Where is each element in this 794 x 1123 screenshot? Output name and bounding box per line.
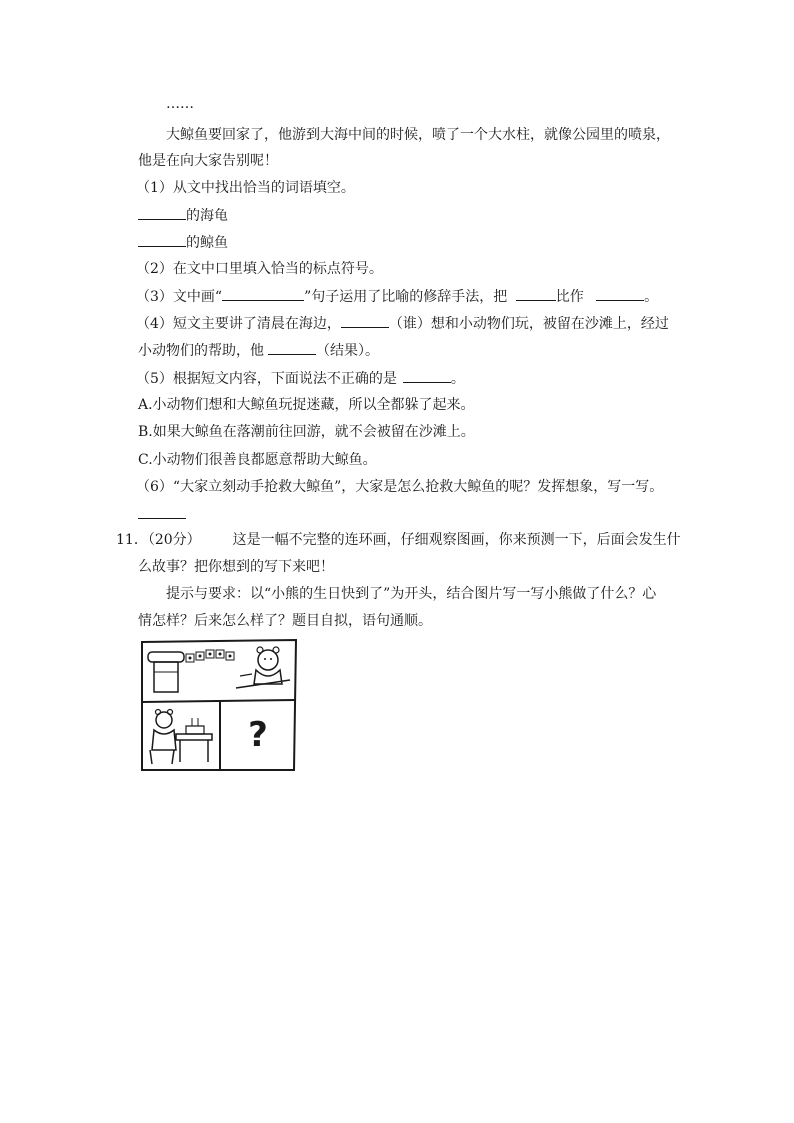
answer-blank[interactable]: [341, 313, 389, 328]
q3-text-2: ”句子运用了比喻的修辞手法，把: [304, 289, 508, 305]
question-1-item-2: [138, 232, 228, 253]
item-suffix: 的鲸鱼: [186, 235, 228, 251]
q5-text-1: （5）根据短文内容，下面说法不正确的是: [136, 371, 397, 387]
question-1-prompt: （1）从文中找出恰当的词语填空。: [136, 180, 355, 196]
item-suffix: 的海龟: [186, 208, 228, 224]
panel-3-question-mark: ?: [248, 715, 268, 755]
question-2-prompt: （2）在文中口里填入恰当的标点符号。: [136, 261, 383, 277]
answer-blank[interactable]: [138, 205, 186, 220]
answer-blank[interactable]: [268, 340, 316, 355]
option-b: B.如果大鲸鱼在落潮前往回游，就不会被留在沙滩上。: [138, 424, 475, 440]
question-11-line1: [116, 530, 681, 550]
q3-text-3: 比作: [555, 289, 584, 305]
answer-blank[interactable]: [138, 232, 186, 247]
q3-text-4: 。: [644, 289, 659, 305]
q4-text-4: （结果）。: [316, 343, 379, 359]
question-11-line2: 么故事？把你想到的写下来吧！: [138, 559, 334, 575]
answer-blank[interactable]: [222, 286, 304, 301]
passage-paragraph-line2: 他是在向大家告别呢！: [138, 153, 278, 169]
panel-2-scene: [150, 710, 212, 765]
question-4-line1: [136, 313, 669, 334]
q4-text-2: （谁）想和小动物们玩，被留在沙滩上，经过: [388, 316, 669, 332]
question-6-answer-line: [138, 504, 186, 525]
answer-blank[interactable]: [138, 504, 186, 519]
question-6-prompt: （6）“大家立刻动手抢救大鲸鱼”，大家是怎么抢救大鲸鱼的呢？发挥想象，写一写。: [136, 479, 664, 495]
hint-line1: 提示与要求：以“小熊的生日快到了”为开头，结合图片写一写小熊做了什么？心: [166, 586, 657, 602]
answer-blank[interactable]: [516, 286, 556, 301]
panel-1-scene: [148, 647, 290, 692]
passage-paragraph-line1: 大鲸鱼要回家了，他游到大海中间的时候，喷了一个大水柱，就像公园里的喷泉，: [166, 127, 670, 143]
hint-line2: 情怎样？后来怎么样了？题目自拟，语句通顺。: [138, 613, 432, 629]
option-a: A.小动物们想和大鲸鱼玩捉迷藏，所以全都躲了起来。: [138, 397, 475, 413]
q5-text-2: 。: [450, 371, 465, 387]
question-5-prompt: [136, 368, 465, 389]
answer-blank[interactable]: [403, 368, 451, 383]
question-number: 11．（20分）: [116, 532, 201, 548]
answer-blank[interactable]: [596, 286, 644, 301]
q4-text-3: 小动物们的帮助，他: [138, 343, 264, 359]
question-4-line2: [138, 340, 379, 361]
question-3: [136, 286, 658, 307]
q4-text-1: （4）短文主要讲了清晨在海边，: [136, 316, 341, 332]
question-11-text: 这是一幅不完整的连环画，仔细观察图画，你来预测一下，后面会发生什: [232, 532, 681, 548]
question-1-item-1: [138, 205, 228, 226]
ellipsis: ……: [166, 96, 194, 112]
q3-text-1: （3）文中画“: [136, 289, 223, 305]
option-c: C.小动物们很善良都愿意帮助大鲸鱼。: [138, 452, 377, 468]
comic-strip-illustration: [140, 638, 298, 772]
comic-divider-horizontal: [142, 700, 295, 702]
